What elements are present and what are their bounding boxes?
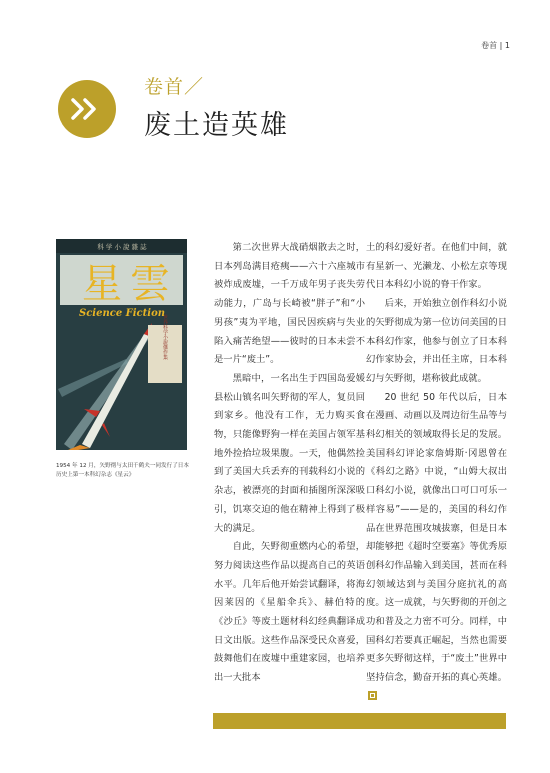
paragraph: 自此，矢野彻重燃内心的希望，努力阅读这些作品以提高自己的英语水平。几年后他开始尝试翻译，将海因莱因的《星船伞兵》、赫伯特的《沙丘》等废土题材科幻经典翻译成日文出版。这些作品深受民众喜爱，鼓舞他们在废墟中重建家园，也培养出一大批本 (214, 541, 365, 684)
paragraph: 黑暗中，一名出生于四国岛爱媛县松山镇名叫矢野彻的军人，复员回到家乡。他没有工作，无力购买食物，只能像野狗一样在美国占领军基地外捡拾垃圾果腹。一天，他偶然捡到了美国大兵丢弃的刊载科幻小说的杂志，被漂亮的封面和插图所深深吸引，饥寒交迫的他在精神上得到了极大的满足。 (214, 372, 365, 534)
magazine-cover-image (56, 239, 187, 450)
page-number: 卷首 | 1 (481, 41, 510, 50)
chapter-title: 废土造英雄 (144, 110, 289, 141)
cover-subtitle: Science Fiction (78, 308, 166, 319)
article-column-2 (366, 239, 507, 707)
paragraph-last (366, 389, 507, 707)
paragraph: 土的科幻爱好者。在他们中间，就有星新一、光濑龙、小松左京等现代日本科幻小说的脊干作家。 (366, 242, 507, 291)
cover-top-text: 科 学 小 說 雜 誌 (97, 243, 147, 251)
cover-badge-text: 世界科学小說傑作集 (162, 314, 168, 360)
cover-title-char-1: 星 (82, 261, 122, 307)
paragraph-text: 20 世纪 50 年代以后，日本在漫画、动画以及周边衍生品等与科幻相关的领域取得长足的发展。美国科幻评论家詹姆斯·冈恩曾在《科幻之路》中说，“山姆大叔出口科幻小说，就像出口可口可乐一样容易”——是的，美国的科幻作品在世界范围攻城拔寨，但是日本却能够把《超时空要塞》等优秀原创科幻作品输入到美国，甚而在科幻领域达到与美国分庭抗礼的高度。这一成就，与矢野彻的开创之功和普及之力密不可分。同样，中国科幻若要真正崛起，当然也需要更多矢野彻这样，于“废土”世界中坚持信念，勤奋开拓的真心英雄。 (366, 391, 507, 684)
footer-bar (213, 713, 506, 729)
article-column-1 (214, 239, 365, 688)
paragraph: 后来，开始独立创作科幻小说的矢野彻成为第一位访问美国的日本科幻作家，他参与创立了日本科幻作家协会，并出任主席，日本科幻与矢野彻，堪称彼此成就。 (366, 298, 507, 384)
end-mark-icon (368, 691, 377, 700)
paragraph: 第二次世界大战硝烟散去之时，日本列岛满目疮痍——六十六座城市被炸成废墟，一千万成年男子丧失劳动能力，广岛与长崎被“胖子”和“小男孩”夷为平地，国民因疾病与失业陷入痛苦绝望——彼时的日本未尝不是一片“废土”。 (214, 242, 365, 366)
cover-title-char-2: 雲 (130, 261, 170, 307)
image-caption: 1954 年 12 月，矢野彻与太田千鹤夫一同发行了日本历史上第一本科幻杂志《星云》 (56, 463, 189, 478)
section-label: 卷首／ (144, 76, 205, 98)
double-chevron-right-icon (58, 80, 116, 138)
